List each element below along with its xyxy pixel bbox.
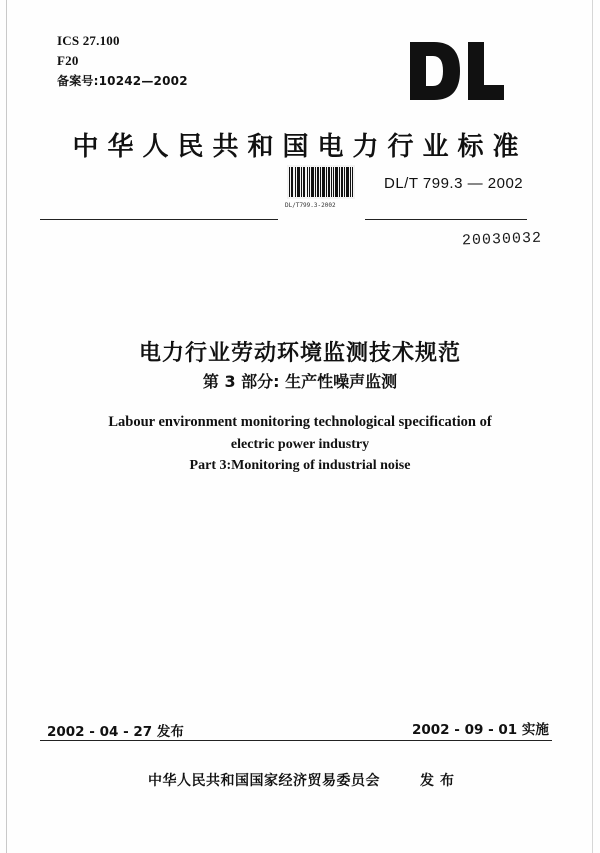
footer-rule [40, 740, 552, 741]
implementation-date: 2002 - 09 - 01 实施 [412, 722, 549, 738]
document-title-en-line3: Part 3:Monitoring of industrial noise [189, 458, 411, 473]
record-number: 备案号:10242—2002 [57, 74, 188, 88]
header-rule-left [40, 219, 278, 220]
document-subtitle-cn: 第 3 部分: 生产性噪声监测 [202, 372, 398, 391]
ics-code: ICS 27.100 [57, 33, 120, 48]
classification-code: F20 [57, 53, 79, 68]
dl-logo [408, 40, 506, 102]
barcode-image [287, 165, 355, 199]
registration-stamp: 20030032 [461, 229, 543, 250]
issue-date: 2002 - 04 - 27 发布 [47, 724, 184, 740]
document-title-en-line1: Labour environment monitoring technological specification of [108, 414, 492, 430]
standard-number: DL/T 799.3 — 2002 [384, 175, 524, 192]
category-title: 中华人民共和国电力行业标准 [72, 132, 528, 162]
document-title-en-line2: electric power industry [230, 437, 370, 452]
issuing-authority: 中华人民共和国国家经济贸易委员会 [148, 773, 380, 789]
document-title-cn: 电力行业劳动环境监测技术规范 [138, 341, 461, 366]
issuing-action: 发布 [420, 773, 460, 789]
barcode-caption: DL/T799.3-2002 [285, 202, 336, 209]
header-rule-right [365, 219, 527, 220]
